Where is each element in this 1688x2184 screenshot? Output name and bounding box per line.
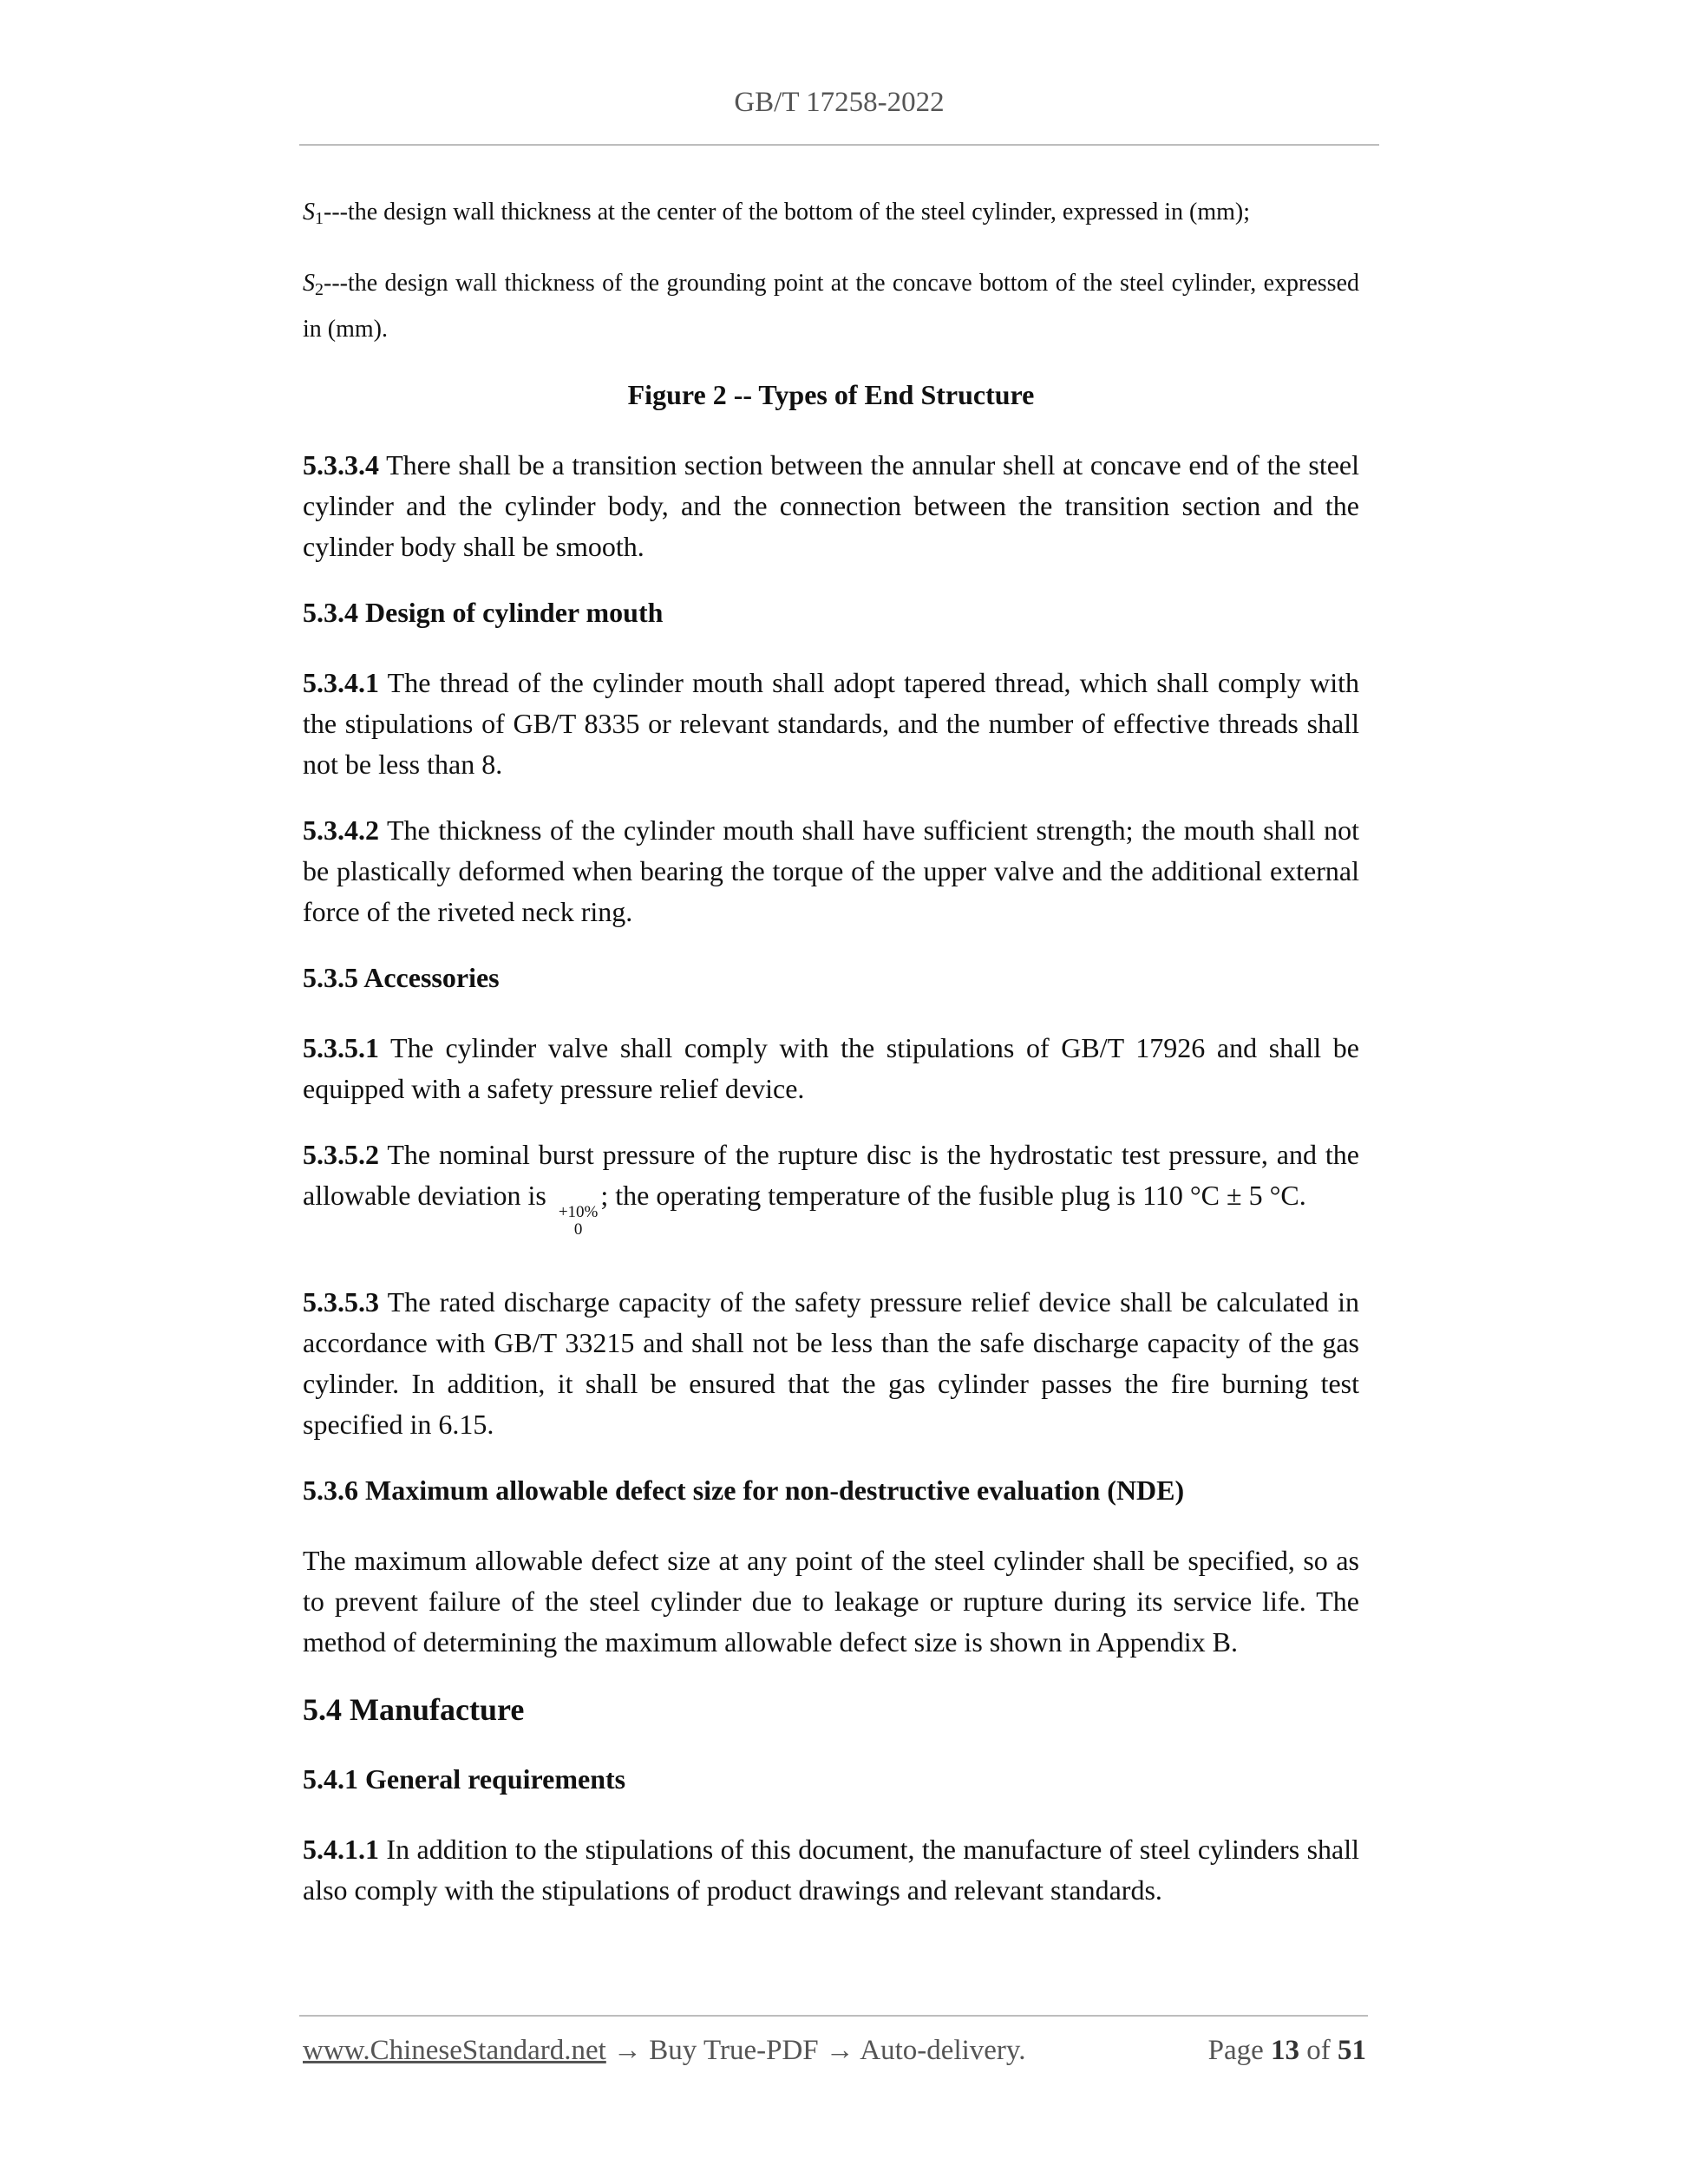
clause-text: The thread of the cylinder mouth shall adopt tapered thread, which shall comply with the stipulations of GB/T 8335 or relevant standards, and the number of effective threads shall not be less than 8. — [303, 667, 1359, 780]
s1-text: ---the design wall thickness at the center of the bottom of the steel cylinder, expressed in (mm); — [324, 199, 1250, 226]
chinesestandard-link[interactable]: www.ChineseStandard.net — [303, 2035, 606, 2066]
paragraph-5-4-1-1 — [303, 1829, 1359, 1911]
clause-number: 5.3.5.3 — [303, 1286, 379, 1318]
heading-5-3-6: 5.3.6 Maximum allowable defect size for non-destructive evaluation (NDE) — [303, 1475, 1185, 1506]
paragraph-5-3-3-4 — [303, 445, 1359, 567]
page-current: 13 — [1271, 2035, 1299, 2066]
clause-number: 5.4.1.1 — [303, 1834, 379, 1865]
s2-definition — [303, 264, 1359, 350]
header-divider — [299, 144, 1379, 146]
paragraph-5-3-4-1 — [303, 663, 1359, 785]
paragraph-5-3-5-1 — [303, 1028, 1359, 1109]
clause-text: There shall be a transition section between the annular shell at concave end of the steel cylinder and the cylinder body, and the connection between the transition section and the cylinder body shall be smooth. — [303, 449, 1359, 562]
heading-5-4: 5.4 Manufacture — [303, 1692, 525, 1727]
clause-number: 5.3.4.2 — [303, 814, 379, 846]
clause-text-b: ; the operating temperature of the fusible plug is 110 °C ± 5 °C. — [600, 1180, 1306, 1211]
document-body — [303, 193, 1359, 1936]
heading-5-4-1: 5.4.1 General requirements — [303, 1763, 626, 1795]
page-number — [1208, 2035, 1366, 2067]
footer-promo — [303, 2035, 1026, 2067]
tolerance-lower: 0 — [573, 1220, 583, 1239]
clause-text: The thickness of the cylinder mouth shall have sufficient strength; the mouth shall not be plastically deformed when bearing the torque of the upper valve and the additional external force of the riveted neck ring. — [303, 814, 1359, 927]
s1-definition — [303, 193, 1359, 239]
clause-number: 5.3.4.1 — [303, 667, 379, 698]
clause-number: 5.3.5.2 — [303, 1139, 379, 1170]
page-mid: of — [1299, 2035, 1338, 2066]
paragraph-5-3-6: The maximum allowable defect size at any point of the steel cylinder shall be specified, so as to prevent failure of the steel cylinder due to leakage or rupture during its service life. The method of determining the maximum allowable defect size is shown in Appendix B. — [303, 1545, 1359, 1658]
s1-subscript: 1 — [315, 209, 324, 228]
tolerance-upper: +10% — [558, 1203, 599, 1221]
heading-5-3-4: 5.3.4 Design of cylinder mouth — [303, 597, 664, 628]
paragraph-5-3-4-2 — [303, 810, 1359, 932]
tolerance-notation — [559, 1204, 599, 1239]
clause-text: The rated discharge capacity of the safety pressure relief device shall be calculated in accordance with GB/T 33215 and shall not be less than the safe discharge capacity of the gas cylinder. In addition, it shall be ensured that the gas cylinder passes the fire burning test specified in 6.15. — [303, 1286, 1359, 1440]
figure-caption: Figure 2 -- Types of End Structure — [627, 379, 1035, 410]
clause-number: 5.3.5.1 — [303, 1032, 379, 1063]
heading-5-3-5: 5.3.5 Accessories — [303, 962, 500, 993]
s1-symbol: S — [303, 199, 315, 226]
page-prefix: Page — [1207, 2035, 1271, 2066]
clause-number: 5.3.3.4 — [303, 449, 379, 481]
footer-divider — [299, 2015, 1368, 2017]
clause-text: In addition to the stipulations of this document, the manufacture of steel cylinders shall also comply with the stipulations of product drawings and relevant standards. — [303, 1834, 1359, 1906]
paragraph-5-3-5-3 — [303, 1282, 1359, 1445]
page-total: 51 — [1338, 2035, 1366, 2066]
document-header-title: GB/T 17258-2022 — [734, 87, 945, 118]
footer-promo-text: → Buy True-PDF → Auto-delivery. — [605, 2035, 1026, 2066]
clause-text-a: The nominal burst pressure of the rupture disc is the hydrostatic test pressure, and the allowable deviation is — [303, 1139, 1359, 1211]
clause-text: The cylinder valve shall comply with the stipulations of GB/T 17926 and shall be equipped with a safety pressure relief device. — [303, 1032, 1359, 1104]
s2-symbol: S — [303, 270, 315, 297]
paragraph-5-3-5-2 — [303, 1135, 1359, 1239]
s2-subscript: 2 — [315, 280, 324, 299]
s2-text: ---the design wall thickness of the grounding point at the concave bottom of the steel cylinder, expressed in (mm). — [303, 270, 1359, 343]
